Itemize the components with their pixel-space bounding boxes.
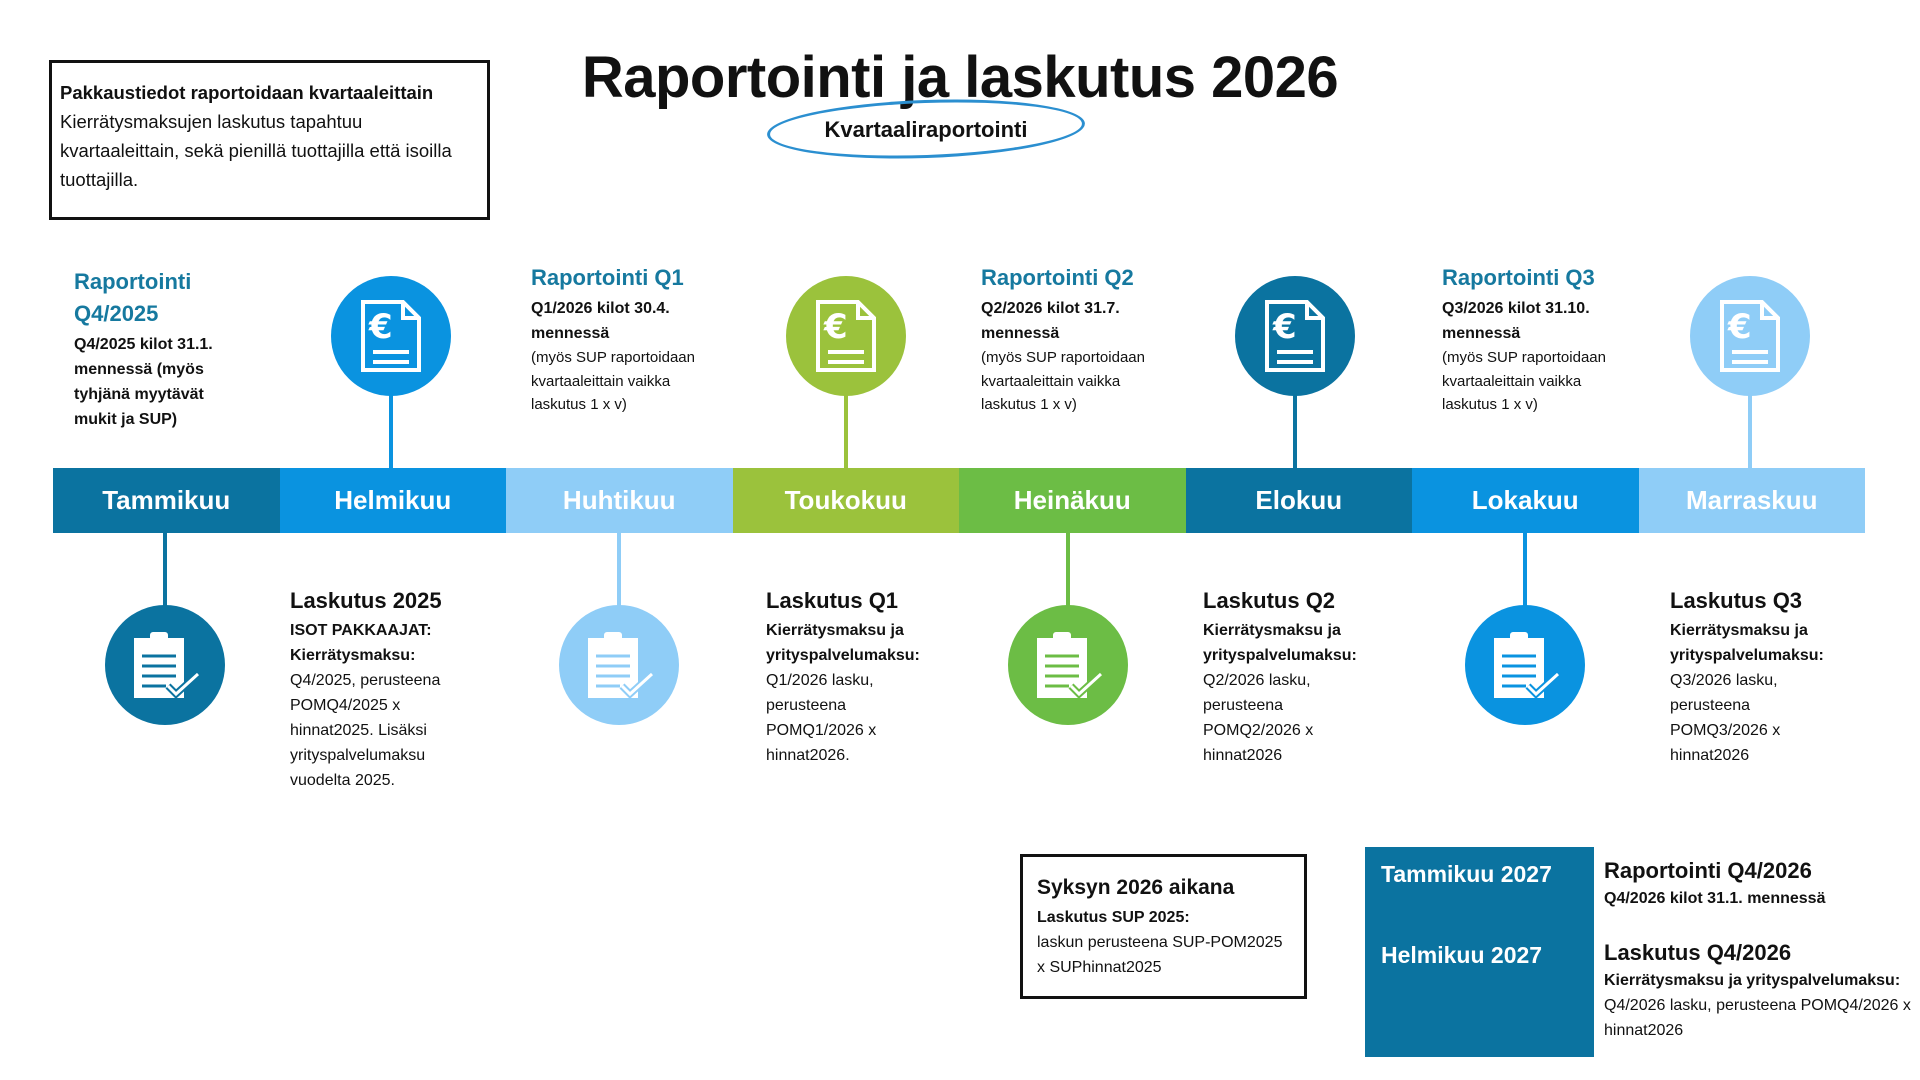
reporting-q1 (531, 262, 711, 417)
invoicing-text: Q2/2026 lasku, perusteena POMQ2/2026 x hinnat2026 (1203, 672, 1314, 764)
invoicing-bold: Kierrätysmaksu ja yrityspalvelumaksu: (1604, 972, 1901, 989)
reporting-q2 (981, 262, 1161, 417)
invoicing-title: Laskutus 2025 (290, 588, 442, 613)
jan-2027-label: Tammikuu 2027 (1381, 861, 1552, 887)
reporting-note: (myös SUP raportoidaan kvartaaleittain vaikka laskutus 1 x v) (981, 349, 1145, 413)
reporting-title: Raportointi Q1 (531, 265, 684, 290)
invoicing-text: Q1/2026 lasku, perusteena POMQ1/2026 x hinnat2026. (766, 672, 877, 764)
invoice-document-icon (1235, 276, 1355, 396)
next-year-block (1365, 847, 1594, 1057)
info-body: Kierrätysmaksujen laskutus tapahtuu kvartaaleittain, sekä pienillä tuottajilla että isoilla tuottajilla. (60, 111, 452, 190)
invoice-document-icon (786, 276, 906, 396)
subtitle: Kvartaaliraportointi (824, 117, 1028, 142)
month-helmikuu: Helmikuu (280, 468, 507, 533)
connector-line (163, 533, 167, 608)
invoice-document-icon (1690, 276, 1810, 396)
month-heinakuu: Heinäkuu (959, 468, 1186, 533)
invoicing-text: Q4/2026 lasku, perusteena POMQ4/2026 x hinnat2026 (1604, 997, 1911, 1039)
invoicing-2025 (290, 586, 475, 793)
svg-text:€: € (369, 307, 393, 347)
month-tammikuu: Tammikuu (53, 468, 280, 533)
feb-2027-label: Helmikuu 2027 (1381, 942, 1543, 968)
reporting-deadline: Q3/2026 kilot 31.10. mennessä (1442, 300, 1590, 342)
reporting-q4-2026 (1604, 856, 1920, 911)
autumn-bold: Laskutus SUP 2025: (1037, 909, 1190, 926)
month-lokakuu: Lokakuu (1412, 468, 1639, 533)
connector-line (844, 390, 848, 470)
reporting-title: Raportointi Q2 (981, 265, 1134, 290)
invoicing-text: Q4/2025, perusteena POMQ4/2025 x hinnat2025. Lisäksi yrityspalvelumaksu vuodelta 2025. (290, 672, 441, 789)
autumn-title: Syksyn 2026 aikana (1037, 876, 1235, 899)
reporting-note: (myös SUP raportoidaan kvartaaleittain vaikka laskutus 1 x v) (531, 349, 695, 413)
invoicing-q1 (766, 586, 941, 768)
invoicing-bold: ISOT PAKKAAJAT: Kierrätysmaksu: (290, 622, 432, 664)
month-marraskuu: Marraskuu (1639, 468, 1866, 533)
clipboard-check-icon (105, 605, 225, 725)
invoicing-q2 (1203, 586, 1378, 768)
timeline-bar (53, 468, 1865, 533)
reporting-deadline: Q4/2026 kilot 31.1. mennessä (1604, 890, 1826, 907)
invoicing-bold: Kierrätysmaksu ja yrityspalvelumaksu: (1203, 622, 1357, 664)
reporting-deadline: Q1/2026 kilot 30.4. mennessä (531, 300, 670, 342)
month-elokuu: Elokuu (1186, 468, 1413, 533)
reporting-q4-2025 (74, 266, 244, 432)
clipboard-check-icon (1008, 605, 1128, 725)
reporting-title: Raportointi Q3 (1442, 265, 1595, 290)
reporting-title: Raportointi Q4/2026 (1604, 858, 1812, 883)
month-toukokuu: Toukokuu (733, 468, 960, 533)
page-title: Raportointi ja laskutus 2026 (581, 45, 1339, 110)
month-huhtikuu: Huhtikuu (506, 468, 733, 533)
connector-line (1523, 533, 1527, 608)
reporting-deadline: Q4/2025 kilot 31.1. mennessä (myös tyhjänä myytävät mukit ja SUP) (74, 336, 213, 428)
clipboard-check-icon (1465, 605, 1585, 725)
reporting-note: (myös SUP raportoidaan kvartaaleittain vaikka laskutus 1 x v) (1442, 349, 1606, 413)
invoicing-bold: Kierrätysmaksu ja yrityspalvelumaksu: (1670, 622, 1824, 664)
connector-line (1748, 390, 1752, 470)
svg-text:€: € (1728, 307, 1752, 347)
connector-line (389, 390, 393, 470)
svg-text:€: € (1273, 307, 1297, 347)
reporting-title: Raportointi Q4/2025 (74, 269, 192, 326)
invoicing-title: Laskutus Q3 (1670, 588, 1803, 613)
invoicing-q3 (1670, 586, 1845, 768)
connector-line (617, 533, 621, 608)
connector-line (1066, 533, 1070, 608)
invoicing-title: Laskutus Q4/2026 (1604, 940, 1792, 965)
invoicing-title: Laskutus Q2 (1203, 588, 1336, 613)
invoicing-q4-2026 (1604, 938, 1920, 1043)
autumn-text: laskun perusteena SUP-POM2025 x SUPhinnat2025 (1037, 934, 1283, 976)
reporting-deadline: Q2/2026 kilot 31.7. mennessä (981, 300, 1120, 342)
connector-line (1293, 390, 1297, 470)
invoice-document-icon (331, 276, 451, 396)
autumn-box (1020, 854, 1307, 999)
info-box (49, 60, 490, 220)
invoicing-text: Q3/2026 lasku, perusteena POMQ3/2026 x hinnat2026 (1670, 672, 1781, 764)
reporting-q3 (1442, 262, 1622, 417)
invoicing-title: Laskutus Q1 (766, 588, 899, 613)
info-heading: Pakkaustiedot raportoidaan kvartaaleittain (60, 82, 434, 103)
clipboard-check-icon (559, 605, 679, 725)
svg-text:€: € (824, 307, 848, 347)
invoicing-bold: Kierrätysmaksu ja yrityspalvelumaksu: (766, 622, 920, 664)
